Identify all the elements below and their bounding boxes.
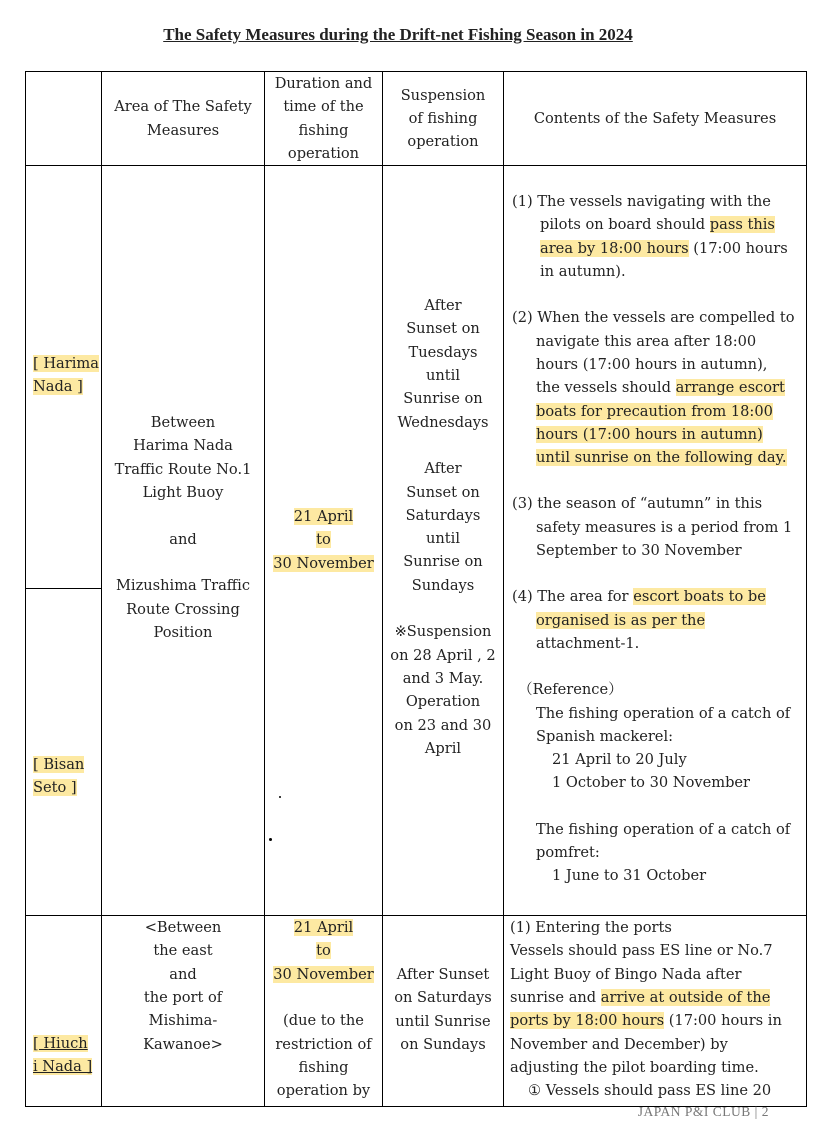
text-line: April xyxy=(424,739,462,757)
text-line: operation by xyxy=(276,1082,371,1100)
header-row xyxy=(26,72,807,166)
text-line: Sunrise on xyxy=(403,553,483,571)
hiuchi-area-description xyxy=(102,916,265,1107)
table-row-harima xyxy=(26,166,807,589)
text-line: 21 April xyxy=(293,919,354,937)
header-blank xyxy=(26,72,102,166)
text-line: on Saturdays xyxy=(394,989,492,1007)
text-line xyxy=(102,504,264,527)
text-line: Route Crossing xyxy=(126,600,240,618)
text-line: 30 November xyxy=(273,965,374,983)
text-line: (due to the xyxy=(283,1012,364,1030)
text-line: 30 November xyxy=(273,554,374,572)
header-area: Area of The Safety Measures xyxy=(102,72,265,166)
text-line xyxy=(102,551,264,574)
text-line: Position xyxy=(153,623,213,641)
text-line: Kawanoe> xyxy=(143,1035,223,1053)
table-row-hiuchi xyxy=(26,916,807,1107)
header-duration: Duration and time of the fishing operation xyxy=(265,72,383,166)
hiuchi-duration-cell xyxy=(265,916,383,1107)
duration-cell xyxy=(265,166,383,916)
text-line: 21 April xyxy=(293,508,354,526)
header-suspension: Suspension of fishing operation xyxy=(383,72,504,166)
header-contents: Contents of the Safety Measures xyxy=(504,72,807,166)
text-line: to xyxy=(316,942,331,960)
text-line: Sunset on xyxy=(406,320,480,338)
text-line: ※Suspension xyxy=(394,623,492,641)
text-line: on Sundays xyxy=(400,1036,486,1054)
text-line: Light Buoy xyxy=(142,484,224,502)
text-line: Saturdays xyxy=(405,506,481,524)
text-line: the east xyxy=(153,942,213,960)
text-line: restriction of xyxy=(275,1035,372,1053)
text-line xyxy=(383,434,503,457)
text-line: After xyxy=(424,460,462,478)
text-line: Sundays xyxy=(411,576,475,594)
area-label-hiuchi: [ Hiuch i Nada ] xyxy=(26,916,102,1107)
text-line: Between xyxy=(150,414,216,432)
safety-measures-table xyxy=(25,71,807,1107)
area-label-bisan: [ Bisan Seto ] xyxy=(26,589,102,916)
text-line: and 3 May. xyxy=(402,669,484,687)
footer: JAPAN P&I CLUB | 2 xyxy=(637,1104,769,1119)
text-line: Harima Nada xyxy=(133,437,233,455)
text-line: Sunset on xyxy=(406,483,480,501)
contents-cell: (1) The vessels navigating with the pilots on board should pass this area by 18:00 hours (17:00 hours in autumn). (2) When the vessels are compelled to navigate this area after 18:00 hours (17:00 hours in autumn), the vessels should arrange escort boats for precaution from 18:00 hours (17:00 hours in autumn) until sunrise on the following day. (3) the season of “autumn” in this safety measures is a period from 1 September to 30 November (4) The area for escort boats to be organised is as per the attachment-1. （Reference） The fishing operation of a catch of Spanish mackerel: 21 April to 20 July 1 October to 30 November The fishing operation of a catch of pomfret: 1 June to 31 October xyxy=(504,166,807,916)
text-line: Wednesdays xyxy=(397,413,489,431)
hiuchi-suspension-cell xyxy=(383,916,504,1107)
text-line: on 28 April , 2 xyxy=(390,646,496,664)
text-line: and xyxy=(169,530,197,548)
text-line: on 23 and 30 xyxy=(394,716,492,734)
text-line: After xyxy=(424,297,462,315)
text-line: Operation xyxy=(405,693,481,711)
suspension-cell xyxy=(383,166,504,916)
text-line: until xyxy=(426,530,460,548)
text-line xyxy=(265,986,382,1009)
text-line: and xyxy=(169,965,197,983)
area-label-harima: [ Harima Nada ] xyxy=(26,166,102,589)
text-line: fishing xyxy=(298,1058,349,1076)
text-line: until xyxy=(426,367,460,385)
text-line: Mishima- xyxy=(148,1012,218,1030)
page-title: The Safety Measures during the Drift-net Fishing Season in 2024 xyxy=(163,25,633,44)
text-line xyxy=(383,597,503,620)
text-line: Sunrise on xyxy=(403,390,483,408)
hiuchi-contents-cell: (1) Entering the ports Vessels should pass ES line or No.7 Light Buoy of Bingo Nada after sunrise and arrive at outside of the ports by 18:00 hours (17:00 hours in November and December) by adjusting the pilot boarding time. ① Vessels should pass ES line 20 xyxy=(504,916,807,1107)
text-line: Traffic Route No.1 xyxy=(114,460,252,478)
text-line: to xyxy=(316,531,331,549)
text-line: Tuesdays xyxy=(408,343,478,361)
text-line: Mizushima Traffic xyxy=(115,577,251,595)
text-line: <Between xyxy=(144,919,222,937)
text-line: until Sunrise xyxy=(395,1012,491,1030)
area-description xyxy=(102,166,265,916)
text-line: After Sunset xyxy=(396,966,490,984)
text-line: the port of xyxy=(143,989,223,1007)
